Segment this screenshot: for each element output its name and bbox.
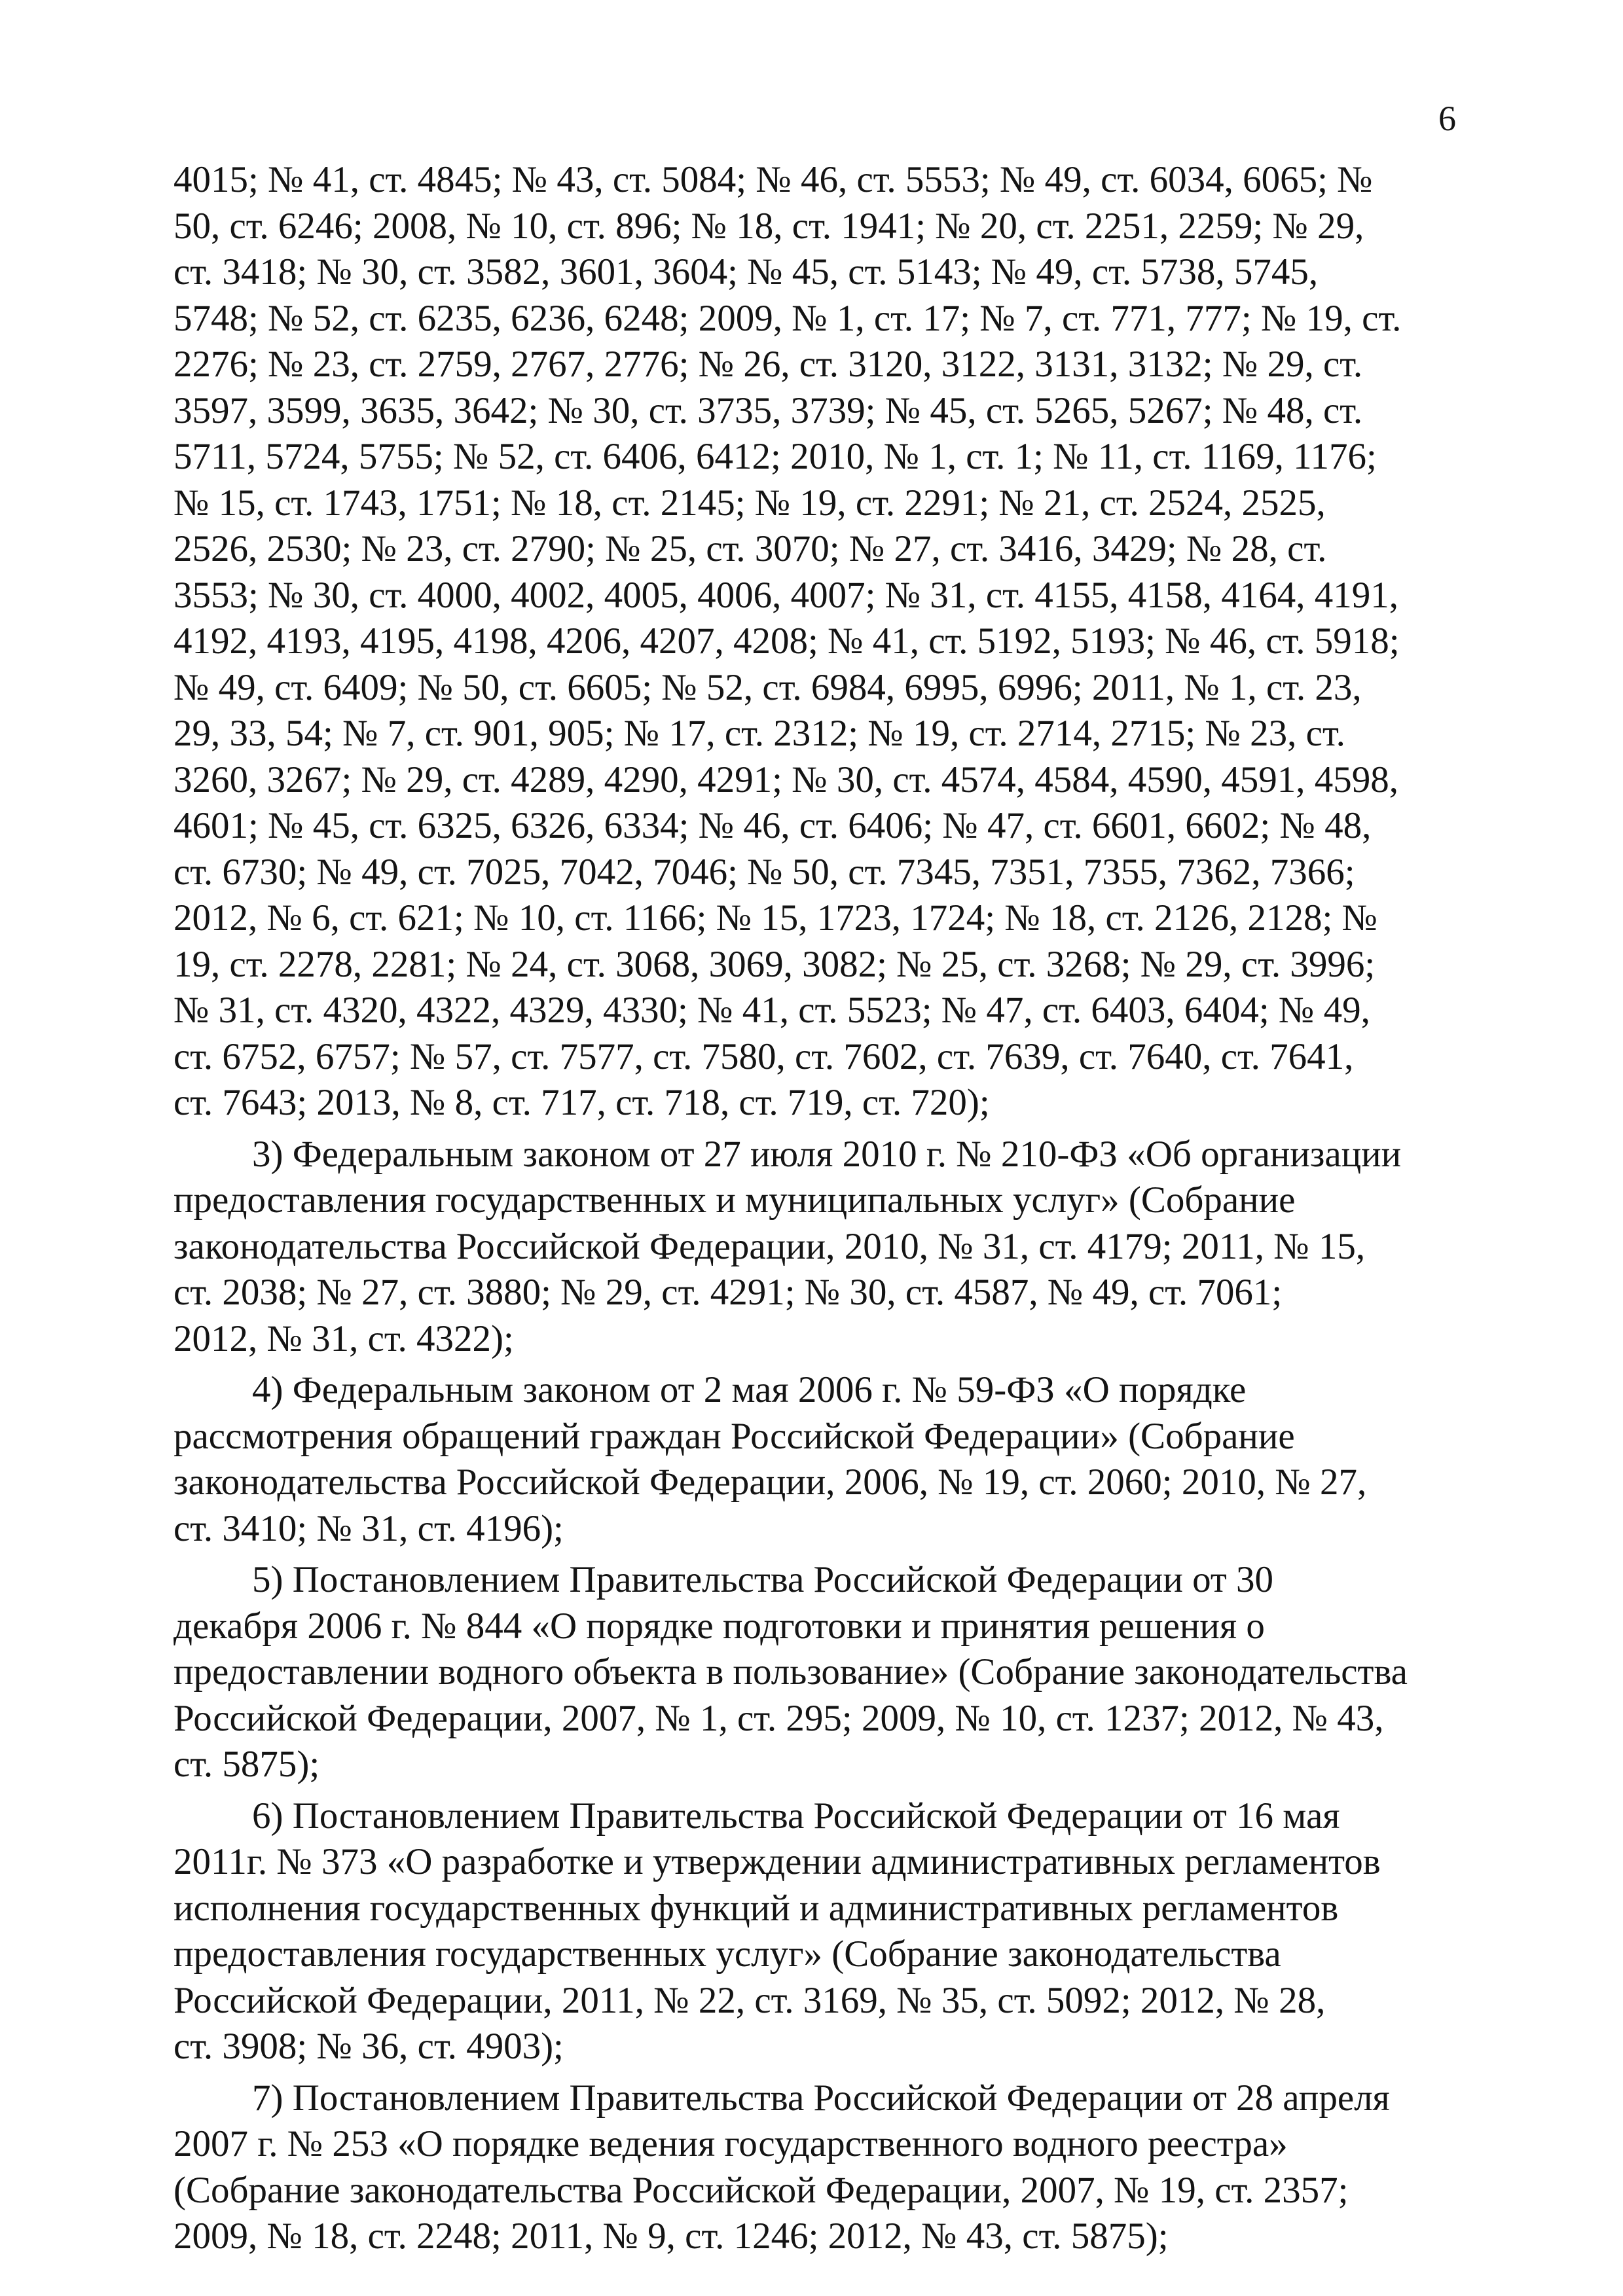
list-item-6: 6) Постановлением Правительства Российской Федерации от 16 мая 2011г. № 373 «О разработке и утверждении административных регламентов исполнения государственных функций и административных регламентов предоставления государственных услуг» (Собрание законодательства Российской Федерации, 2011, № 22, ст. 3169, № 35, ст. 5092; 2012, № 28, ст. 3908; № 36, ст. 4903); bbox=[173, 1795, 1381, 2067]
list-item-5: 5) Постановлением Правительства Российской Федерации от 30 декабря 2006 г. № 844 «О порядке подготовки и принятия решения о предоставлении водного объекта в пользование» (Собрание законодательства Российской Федерации, 2007, № 1, ст. 295; 2009, № 10, ст. 1237; 2012, № 43, ст. 5875); bbox=[173, 1559, 1408, 1785]
list-item-7: 7) Постановлением Правительства Российской Федерации от 28 апреля 2007 г. № 253 «О порядке ведения государственного водного реестра» (Собрание законодательства Российской Федерации, 2007, № 19, ст. 2357; 2009, № 18, ст. 2248; 2011, № 9, ст. 1246; 2012, № 43, ст. 5875); bbox=[173, 2077, 1390, 2257]
document-body bbox=[173, 157, 1450, 2260]
page-number: 6 bbox=[1438, 99, 1456, 138]
list-item-3: 3) Федеральным законом от 27 июля 2010 г. № 210-ФЗ «Об организации предоставления государственных и муниципальных услуг» (Собрание законодательства Российской Федерации, 2010, № 31, ст. 4179; 2011, № 15, ст. 2038; № 27, ст. 3880; № 29, ст. 4291; № 30, ст. 4587, № 49, ст. 7061; 2012, № 31, ст. 4322); bbox=[173, 1133, 1402, 1359]
list-item-4: 4) Федеральным законом от 2 мая 2006 г. № 59-ФЗ «О порядке рассмотрения обращений граждан Российской Федерации» (Собрание законодательства Российской Федерации, 2006, № 19, ст. 2060; 2010, № 27, ст. 3410; № 31, ст. 4196); bbox=[173, 1369, 1367, 1549]
citation-continuation: 4015; № 41, ст. 4845; № 43, ст. 5084; № 46, ст. 5553; № 49, ст. 6034, 6065; № 50, ст. 6246; 2008, № 10, ст. 896; № 18, ст. 1941; № 20, ст. 2251, 2259; № 29, ст. 3418; № 30, ст. 3582, 3601, 3604; № 45, ст. 5143; № 49, ст. 5738, 5745, 5748; № 52, ст. 6235, 6236, 6248; 2009, № 1, ст. 17; № 7, ст. 771, 777; № 19, ст. 2276; № 23, ст. 2759, 2767, 2776; № 26, ст. 3120, 3122, 3131, 3132; № 29, ст. 3597, 3599, 3635, 3642; № 30, ст. 3735, 3739; № 45, ст. 5265, 5267; № 48, ст. 5711, 5724, 5755; № 52, ст. 6406, 6412; 2010, № 1, ст. 1; № 11, ст. 1169, 1176; № 15, ст. 1743, 1751; № 18, ст. 2145; № 19, ст. 2291; № 21, ст. 2524, 2525, 2526, 2530; № 23, ст. 2790; № 25, ст. 3070; № 27, ст. 3416, 3429; № 28, ст. 3553; № 30, ст. 4000, 4002, 4005, 4006, 4007; № 31, ст. 4155, 4158, 4164, 4191, 4192, 4193, 4195, 4198, 4206, 4207, 4208; № 41, ст. 5192, 5193; № 46, ст. 5918; № 49, ст. 6409; № 50, ст. 6605; № 52, ст. 6984, 6995, 6996; 2011, № 1, ст. 23, 29, 33, 54; № 7, ст. 901, 905; № 17, ст. 2312; № 19, ст. 2714, 2715; № 23, ст. 3260, 3267; № 29, ст. 4289, 4290, 4291; № 30, ст. 4574, 4584, 4590, 4591, 4598, 4601; № 45, ст. 6325, 6326, 6334; № 46, ст. 6406; № 47, ст. 6601, 6602; № 48, ст. 6730; № 49, ст. 7025, 7042, 7046; № 50, ст. 7345, 7351, 7355, 7362, 7366; 2012, № 6, ст. 621; № 10, ст. 1166; № 15, 1723, 1724; № 18, ст. 2126, 2128; № 19, ст. 2278, 2281; № 24, ст. 3068, 3069, 3082; № 25, ст. 3268; № 29, ст. 3996; № 31, ст. 4320, 4322, 4329, 4330; № 41, ст. 5523; № 47, ст. 6403, 6404; № 49, ст. 6752, 6757; № 57, ст. 7577, ст. 7580, ст. 7602, ст. 7639, ст. 7640, ст. 7641, ст. 7643; 2013, № 8, ст. 717, ст. 718, ст. 719, ст. 720); bbox=[173, 159, 1402, 1123]
